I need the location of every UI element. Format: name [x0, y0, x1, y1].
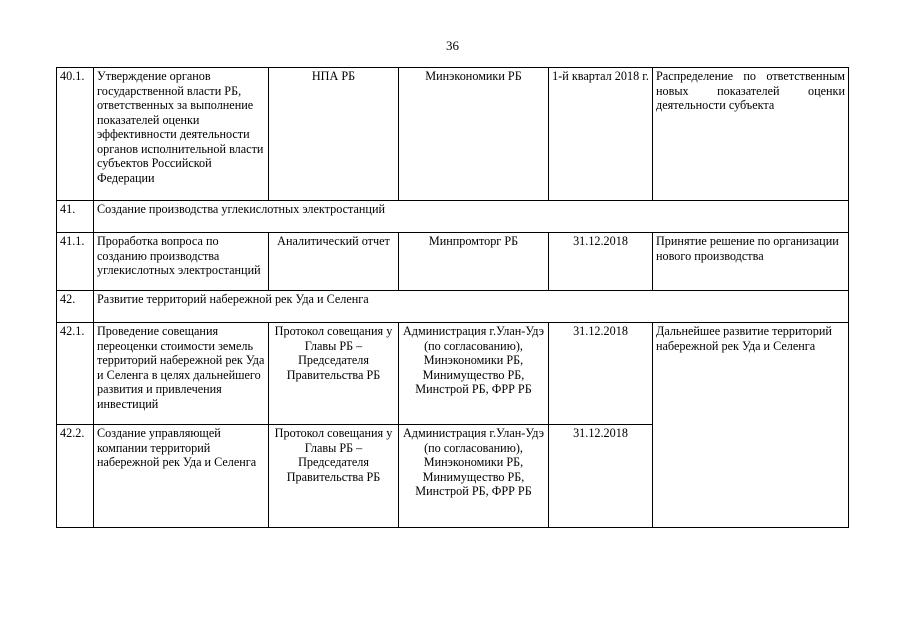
executor-cell: Администрация г.Улан-Удэ (по согласованию), Минэкономики РБ, Минимущество РБ, Минстрой РБ, ФРР РБ — [399, 323, 549, 425]
row-number: 42. — [57, 291, 94, 323]
executor-cell: Администрация г.Улан-Удэ (по согласованию), Минэкономики РБ, Минимущество РБ, Минстрой РБ, ФРР РБ — [399, 425, 549, 528]
row-number: 42.1. — [57, 323, 94, 425]
executor-cell: Минпромторг РБ — [399, 233, 549, 291]
table-row — [57, 323, 849, 425]
result-cell: Дальнейшее развитие территорий набережной рек Уда и Селенга — [653, 323, 849, 528]
table-row — [57, 233, 849, 291]
section-row — [57, 201, 849, 233]
document-cell: НПА РБ — [269, 68, 399, 201]
result-cell: Распределение по ответственным новых показателей оценки деятельности субъекта — [653, 68, 849, 201]
measure-cell: Утверждение органов государственной власти РБ, ответственных за выполнение показателей оценки эффективности деятельности органов исполнительной власти субъектов Российской Федерации — [94, 68, 269, 201]
measure-cell: Проведение совещания переоценки стоимости земель территорий набережной рек Уда и Селенга в целях дальнейшего развития и привлечения инвестиций — [94, 323, 269, 425]
table-row — [57, 68, 849, 201]
row-number: 40.1. — [57, 68, 94, 201]
document-cell: Аналитический отчет — [269, 233, 399, 291]
term-cell: 31.12.2018 — [549, 425, 653, 528]
document-cell: Протокол совещания у Главы РБ – Председателя Правительства РБ — [269, 425, 399, 528]
page-number: 36 — [446, 38, 459, 53]
document-cell: Протокол совещания у Главы РБ – Председателя Правительства РБ — [269, 323, 399, 425]
term-cell: 31.12.2018 — [549, 323, 653, 425]
measure-cell: Создание управляющей компании территорий набережной рек Уда и Селенга — [94, 425, 269, 528]
section-title: Развитие территорий набережной рек Уда и Селенга — [94, 291, 849, 323]
result-cell: Принятие решение по организации нового производства — [653, 233, 849, 291]
row-number: 41. — [57, 201, 94, 233]
measures-table — [56, 67, 849, 528]
executor-cell: Минэкономики РБ — [399, 68, 549, 201]
row-number: 42.2. — [57, 425, 94, 528]
term-cell: 31.12.2018 — [549, 233, 653, 291]
row-number: 41.1. — [57, 233, 94, 291]
section-row — [57, 291, 849, 323]
term-cell: 1-й квартал 2018 г. — [549, 68, 653, 201]
measure-cell: Проработка вопроса по созданию производства углекислотных электростанций — [94, 233, 269, 291]
section-title: Создание производства углекислотных электростанций — [94, 201, 849, 233]
